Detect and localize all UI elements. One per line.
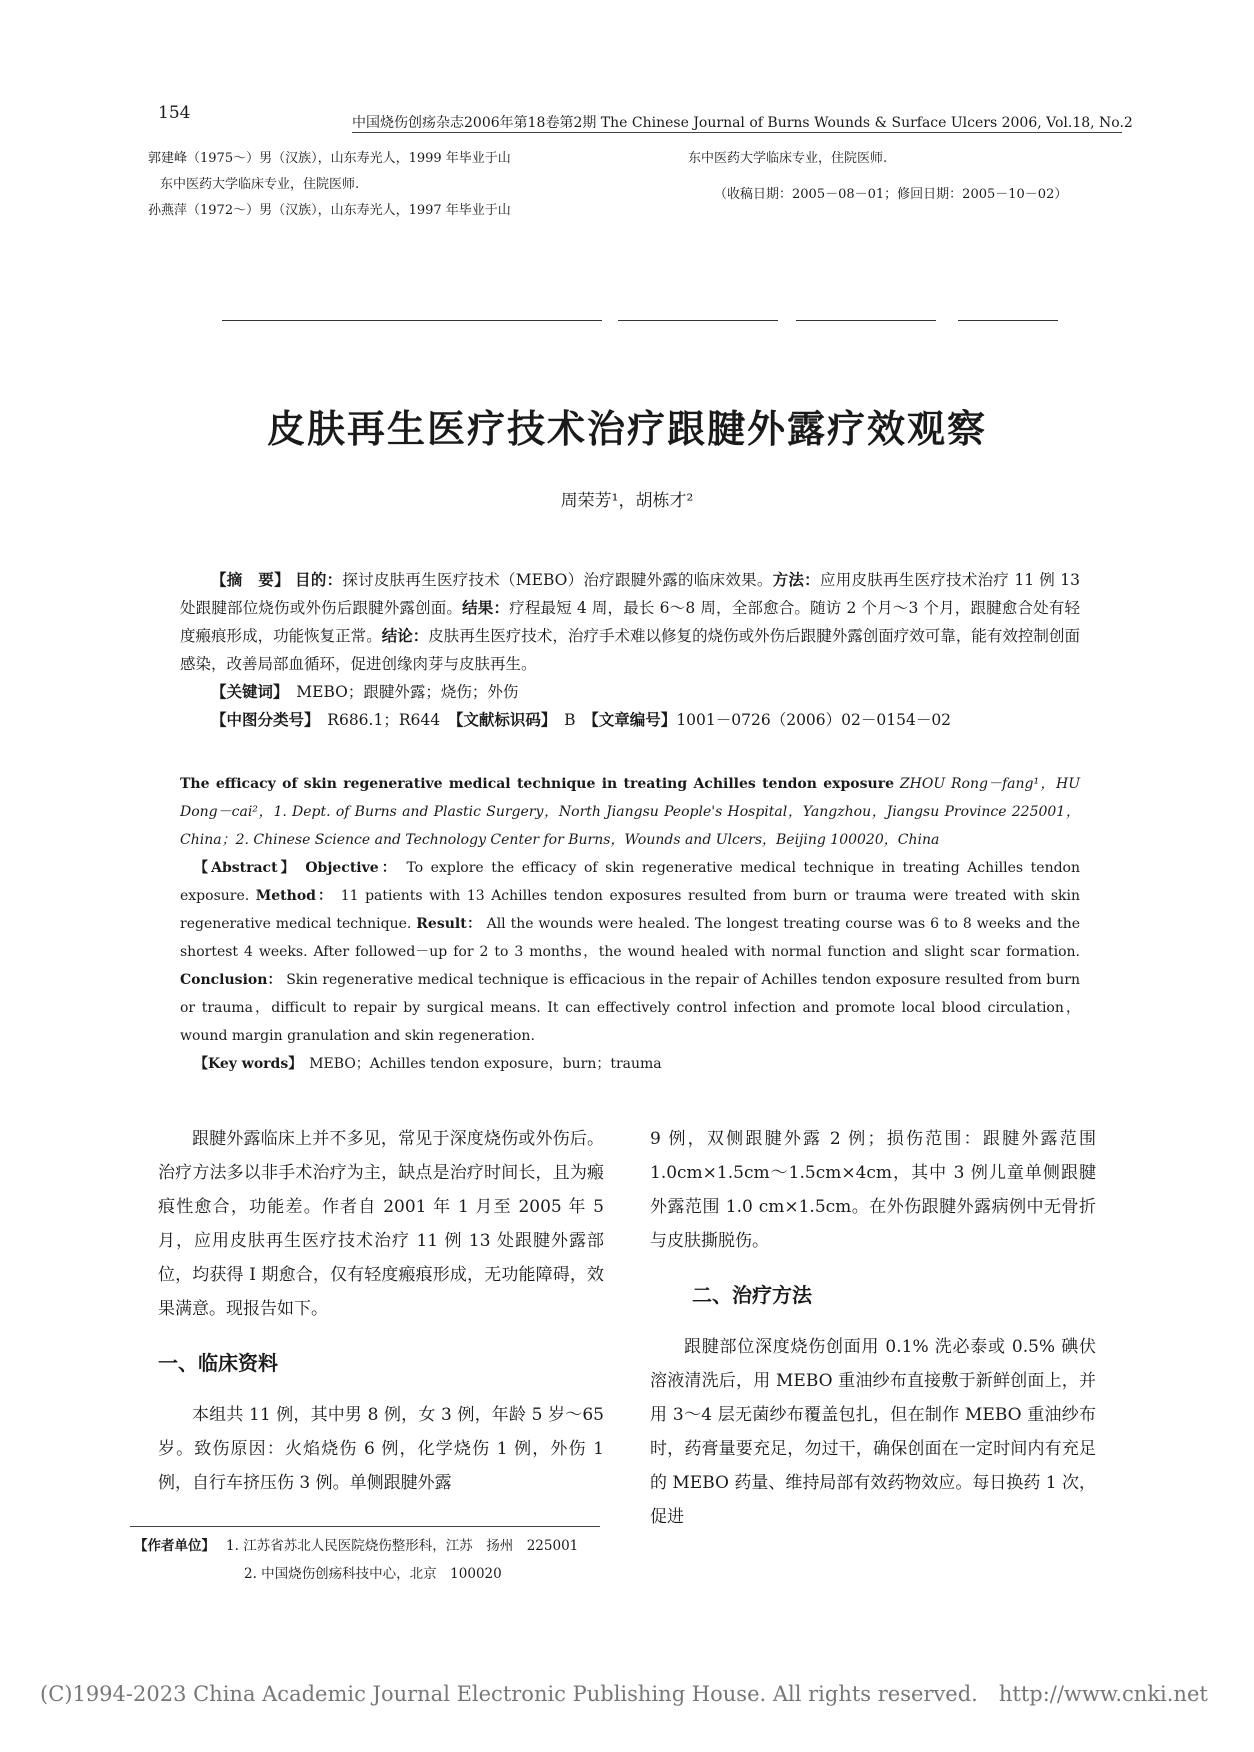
body-left-column [158, 1122, 604, 1500]
running-head: 中国烧伤创疡杂志2006年第18卷第2期 The Chinese Journal of Burns Wounds & Surface Ulcers 2006, Vol.18, No.2 [352, 115, 1133, 131]
intro-paragraph: 跟腱外露临床上并不多见，常见于深度烧伤或外伤后。治疗方法多以非手术治疗为主，缺点是治疗时间长，且为瘢痕性愈合，功能差。作者自 2001 年 1 月至 2005 年 5 月，应用皮肤再生医疗技术治疗 11 例 13 处跟腱外露部位，均获得 I 期愈合，仅有轻度瘢痕形成，无功能障碍，效果满意。现报告如下。 [158, 1129, 604, 1319]
prev-bio-line: 孙燕萍（1972～）男（汉族），山东寿光人，1997 年毕业于山 [148, 203, 511, 218]
article-no-label: 【文章编号】 [591, 711, 677, 729]
en-result-label: Result： [416, 916, 482, 932]
clc-label: 【中图分类号】 [211, 711, 312, 729]
en-objective-text: To explore the efficacy of skin regenerative medical technique in treating Achilles tendon exposure. [180, 860, 1080, 904]
affiliation-line: 2. 中国烧伤创疡科技中心，北京 100020 [244, 1566, 502, 1582]
en-keywords-label: 【Key words】 [194, 1056, 296, 1072]
prev-bio-right [688, 146, 1067, 208]
continued-paragraph: 9 例，双侧跟腱外露 2 例；损伤范围：跟腱外露范围 1.0cm×1.5cm～1.5cm×4cm，其中 3 例儿童单侧跟腱外露范围 1.0 cm×1.5cm。在外伤跟腱外露病例中无骨折与皮肤撕脱伤。 [650, 1129, 1096, 1251]
abstract-label: 【摘 要】 [211, 571, 290, 589]
en-abstract-label: 【Abstract】 [194, 860, 298, 876]
abstract-cn [180, 566, 1080, 734]
copyright-footer: (C)1994-2023 China Academic Journal Electronic Publishing House. All rights reserved. http://www.cnki.net [40, 1682, 1208, 1706]
section2-paragraph: 跟腱部位深度烧伤创面用 0.1% 洗必泰或 0.5% 碘伏溶液清洗后，用 MEBO 重油纱布直接敷于新鲜创面上，并用 3～4 层无菌纱布覆盖包扎，但在制作 MEBO 重油纱布时，药膏量要充足，勿过干，确保创面在一定时间内有充足的 MEBO 药量、维持局部有效药物效应。每日换药 1 次，促进 [650, 1337, 1096, 1527]
received-dates: （收稿日期：2005－08－01；修回日期：2005－10－02） [714, 187, 1068, 202]
separator-rule [958, 320, 1058, 321]
separator-rule [618, 320, 778, 321]
clc-text: R686.1；R644 [327, 711, 441, 729]
en-result-text: All the wounds were healed. The longest treating course was 6 to 8 weeks and the shortest 4 weeks. After followed－up for 2 to 3 months，the wound healed with normal function and slight scar formation. [180, 916, 1081, 960]
abstract-en [180, 770, 1080, 1078]
affiliation-rule [130, 1526, 600, 1527]
article-no-text: 1001－0726（2006）02－0154－02 [676, 711, 952, 729]
section-heading: 一、临床资料 [158, 1351, 278, 1375]
running-head-rule [352, 132, 1122, 133]
conclusion-text: 皮肤再生医疗技术，治疗手术难以修复的烧伤或外伤后跟腱外露创面疗效可靠，能有效控制创面感染，改善局部血循环，促进创缘肉芽与皮肤再生。 [180, 627, 1080, 673]
en-authors-affiliations: ZHOU Rong－fang¹，HU Dong－cai²，1. Dept. of Burns and Plastic Surgery，North Jiangsu People's Hospital，Yangzhou，Jiangsu Province 225001，China；2. Chinese Science and Technology Center for Burns，Wounds and Ulcers，Beijing 100020，China [180, 776, 1080, 848]
separator-rule [222, 320, 602, 321]
separator-rule [796, 320, 936, 321]
en-objective-label: Objective： [305, 860, 399, 876]
en-title: The efficacy of skin regenerative medical technique in treating Achilles tendon exposure [180, 776, 894, 792]
body-right-column [650, 1122, 1096, 1534]
keywords-text: MEBO；跟腱外露；烧伤；外伤 [296, 683, 519, 701]
result-label: 结果： [462, 599, 510, 617]
prev-bio-left [148, 146, 511, 224]
affiliation-line: 1. 江苏省苏北人民医院烧伤整形科，江苏 扬州 225001 [226, 1538, 579, 1554]
en-keywords-text: MEBO；Achilles tendon exposure，burn；trauma [309, 1056, 662, 1072]
affiliations [134, 1532, 578, 1588]
keywords-label: 【关键词】 [211, 683, 281, 701]
en-conclusion-label: Conclusion： [180, 972, 282, 988]
conclusion-label: 结论： [381, 627, 429, 645]
section1-paragraph: 本组共 11 例，其中男 8 例，女 3 例，年龄 5 岁～65 岁。致伤原因：火焰烧伤 6 例，化学烧伤 1 例，外伤 1 例，自行车挤压伤 3 例。单侧跟腱外露 [158, 1405, 604, 1493]
prev-bio-line: 郭建峰（1975～）男（汉族），山东寿光人，1999 年毕业于山 [148, 151, 511, 166]
doc-code-label: 【文献标识码】 [455, 711, 549, 729]
section-heading: 二、治疗方法 [692, 1283, 812, 1307]
objective-label: 目的： [295, 571, 343, 589]
en-method-label: Method： [255, 888, 335, 904]
doc-code-text: B [564, 711, 576, 729]
objective-text: 探讨皮肤再生医疗技术（MEBO）治疗跟腱外露的临床效果。 [342, 571, 773, 589]
en-method-text: 11 patients with 13 Achilles tendon exposures resulted from burn or trauma were treated with skin regenerative medical technique. [180, 888, 1080, 932]
prev-bio-line: 东中医药大学临床专业，住院医师. [160, 177, 360, 192]
method-label: 方法： [772, 571, 820, 589]
method-text: 应用皮肤再生医疗技术治疗 11 例 13 处跟腱部位烧伤或外伤后跟腱外露创面。 [180, 571, 1080, 617]
affiliation-label: 【作者单位】 [134, 1538, 209, 1554]
result-text: 疗程最短 4 周，最长 6～8 周，全部愈合。随访 2 个月～3 个月，跟腱愈合处有轻度瘢痕形成，功能恢复正常。 [180, 599, 1080, 645]
article-title: 皮肤再生医疗技术治疗跟腱外露疗效观察 [266, 407, 987, 451]
page-number: 154 [158, 103, 191, 123]
article-authors: 周荣芳¹，胡栋才² [560, 491, 694, 511]
en-conclusion-text: Skin regenerative medical technique is efficacious in the repair of Achilles tendon exposure resulted from burn or trauma，difficult to repair by surgical means. It can effectively control infection and promote local blood circulation，wound margin granulation and skin regeneration. [180, 972, 1080, 1044]
prev-bio-line: 东中医药大学临床专业，住院医师. [688, 151, 888, 166]
